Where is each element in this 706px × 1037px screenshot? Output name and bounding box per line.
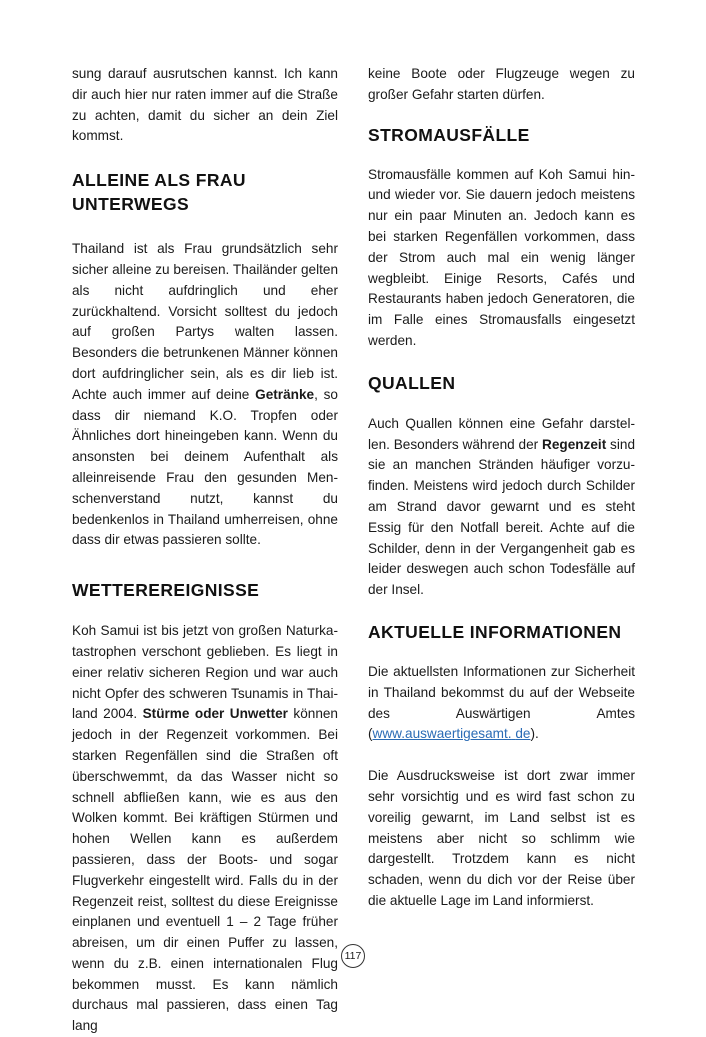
quallen-text-a: Auch Quallen können eine Gefahr darstellen. Besonders während der: [368, 415, 635, 452]
heading-quallen-text: QUALLEN: [368, 372, 456, 393]
heading-quallen: [368, 371, 635, 395]
auswaertiges-amt-link[interactable]: [373, 726, 531, 741]
heading-wetterereignisse: [72, 578, 338, 602]
frau-text-a: Thailand ist als Frau grundsätzlich sehr sicher alleine zu bereisen. Thailänder gelten als nicht aufdringlich und eher zurückhaltend. Vorsicht solltest du jedoch auf großen Partys walten lassen. Besonders die betrunkenen Männer können dort aufdringlicher sein, als es dir lieb ist. Achte auch immer auf deine: [72, 241, 338, 402]
strom-text: Stromausfälle kommen auf Koh Samui hinund wieder vor. Sie dauern jedoch meistens nur ein paar Minuten an. Jedoch kann es bei starken Regenfällen vorkommen, dass der Strom auch mal ein wenig länger wegbleibt. Einige Resorts, Cafés und Restaurants haben jedoch Generatoren, die im Falle eines Stromausfalls eingesetzt werden.: [368, 166, 635, 348]
intro-text: sung darauf ausrutschen kannst. Ich kann dir auch hier nur raten immer auf die Straße zu achten, damit du sicher an dein Ziel kommst.: [72, 66, 338, 144]
link-text-1[interactable]: www.auswaertigesamt.: [372, 726, 512, 742]
heading-frau-line-2: UNTERWEGS: [72, 194, 190, 215]
quallen-text-b: sind sie an manchen Stränden häufiger vorzufinden. Meistens wird jedoch durch Schilder am Strand davor gewarnt und es steht Essig für den Notfall bereit. Achte auf die Schilder, denn in der Vergangenheit gab es leider deswegen auch schon Todesfälle auf der Insel.: [368, 436, 635, 598]
page-number: 117: [344, 950, 362, 962]
link-text-2[interactable]: de: [515, 726, 531, 742]
wetter-text-b: können jedoch in der Regenzeit vorkommen. Bei starken Regenfällen sind die Straßen oft überschwemmt, da das Wasser nicht so schnell abfließen kann, wie es aus den Wolken kommt. Bei kräftigen Stürmen und hohen Wellen kann es außerdem passieren, dass der Boots- und sogar Flugverkehr eingestellt wird. Falls du in der Regenzeit reist, solltest du diese Ereignisse einplanen und eventuell 1 – 2 Tage früher abreisen, um dir einen Puffer zu lassen, wenn du z.B. einen internationalen Flug bekommen musst. Es kann nämlich durchaus mal passieren, dass einen Tag lang: [72, 706, 338, 1034]
heading-strom-text: STROMAUSFÄLLE: [368, 124, 530, 145]
heading-frau-line-1: ALLEINE ALS FRAU: [72, 170, 246, 191]
heading-aktuelle-informationen: [368, 620, 635, 644]
aktuell-paragraph: [368, 662, 635, 745]
aktuell-text-b: ).: [530, 726, 539, 742]
heading-stromausfaelle: [368, 123, 635, 147]
heading-alleine-als-frau: [72, 168, 338, 216]
continuation-text: keine Boote oder Flugzeuge wegen zu großer Gefahr starten dürfen.: [368, 66, 635, 102]
quallen-text-bold: Regenzeit: [542, 436, 607, 452]
right-column: [368, 64, 635, 912]
heading-aktuell-text: AKTUELLE INFORMATIONEN: [368, 621, 622, 642]
strom-paragraph: [368, 165, 635, 352]
frau-text-b: , so dass dir niemand K.O. Tropfen oder Ähnliches dort hineingeben kann. Wenn du ansonsten bei deinem Aufenthalt als alleinreisende Frau den gesunden Menschenverstand nutzt, kannst du bedenkenlos in Thailand umherreisen, ohne dass dir etwas passieren sollte.: [72, 386, 338, 548]
wetter-text-bold: Stürme oder Unwetter: [142, 706, 288, 722]
ausdruck-paragraph: [368, 766, 635, 912]
wetter-paragraph: [72, 621, 338, 1037]
wetter-text-a: Koh Samui ist bis jetzt von großen Naturkatastrophen verschont geblieben. Es liegt in einer relativ sicheren Region und war auch nicht Opfer des schweren Tsunamis in Thailand 2004.: [72, 623, 338, 722]
aktuell-text-a: Die aktuellsten Informationen zur Sicherheit in Thailand bekommst du auf der Webseite des Auswärtigen Amtes (: [368, 663, 635, 742]
page-number-badge: [341, 944, 365, 968]
continuation-paragraph: [368, 64, 635, 106]
intro-paragraph: [72, 64, 338, 147]
frau-text-bold: Getränke: [255, 386, 315, 402]
heading-wetter-text: WETTEREREIGNISSE: [72, 580, 260, 601]
quallen-paragraph: [368, 414, 635, 601]
frau-paragraph: [72, 239, 338, 551]
ausdruck-text: Die Ausdrucksweise ist dort zwar immer sehr vorsichtig und es wird fast schon zu voreilig gewarnt, im Land selbst ist es meistens aber nicht so schlimm wie dargestellt. Trotzdem kann es nicht schaden, wenn du dich vor der Reise über die aktuelle Lage im Land informierst.: [368, 768, 635, 908]
left-column: [72, 64, 338, 1037]
